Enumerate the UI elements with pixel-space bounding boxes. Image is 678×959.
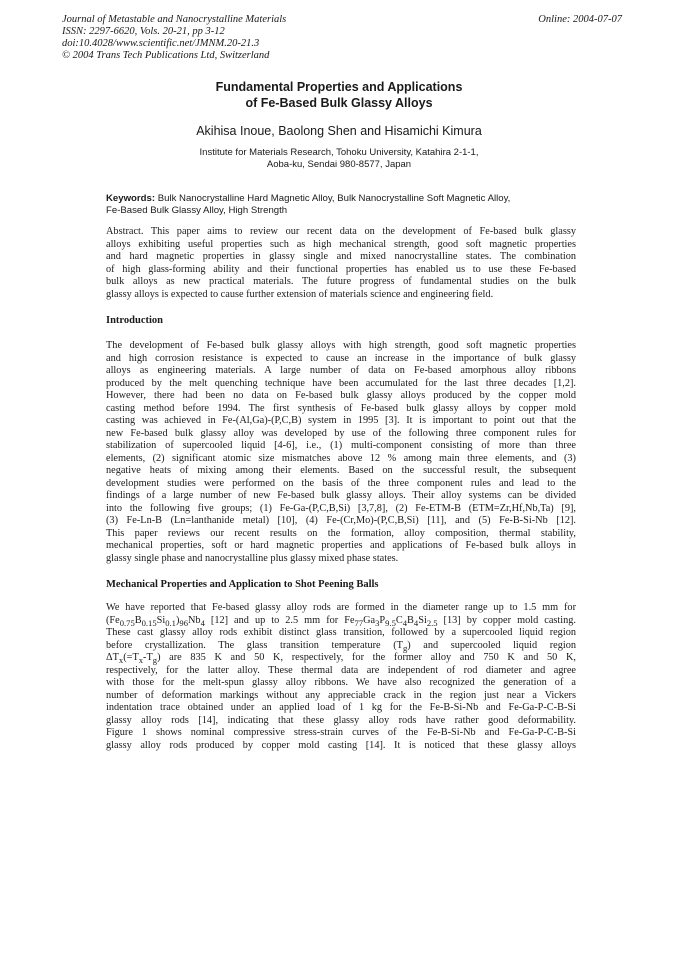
abstract-line: of high glass-forming ability and their functional properties has enabled us to use these Fe-based — [106, 263, 576, 275]
abstract-line: alloys exhibiting useful properties such as high mechanical strength, good soft magnetic properties — [106, 238, 576, 250]
text-part: (=T — [123, 652, 139, 663]
formula-part: Ga — [363, 614, 376, 626]
online-date: Online: 2004-07-07 — [538, 14, 622, 25]
intro-line: new Fe-based bulk glassy alloy was developed by use of the following three component rules for — [106, 427, 576, 439]
mech-line: with those for the melt-spun glassy alloy ribbons. We have also recognized the generation of a — [106, 677, 576, 688]
formula-sub: 4 — [200, 617, 205, 628]
intro-line: The development of Fe-based bulk glassy alloys with high strength, good soft magnetic properties — [106, 340, 576, 351]
intro-line: negative heats of mixing among their elements. Based on the successful result, the subsequent — [106, 465, 576, 476]
formula-part: ) — [175, 614, 180, 626]
abstract-line: Abstract. This paper aims to review our recent data on the development of Fe-based bulk glassy — [106, 226, 576, 237]
formula-part: Si — [156, 614, 166, 626]
mech-line: glassy alloy rods produced by copper mold casting [14]. It is noticed that these glassy alloys — [106, 739, 576, 751]
formula-part: (Fe — [106, 614, 120, 626]
formula-part: B — [134, 614, 142, 626]
intro-line: stabilization of supercooled liquid [4-6], i.e., (1) multi-component consisting of more than three — [106, 440, 576, 451]
title-line: Fundamental Properties and Applications — [215, 80, 463, 94]
section-heading-introduction: Introduction — [106, 315, 163, 326]
formula-sub: 77 — [354, 617, 364, 628]
mechanical-body — [106, 602, 576, 752]
intro-line: findings of a large number of new Fe-based bulk glassy alloys. Their alloy systems can be divided — [106, 490, 576, 501]
formula-sub: 9.5 — [385, 617, 396, 628]
formula-part: [12] and up to 2.5 mm for Fe — [204, 614, 355, 626]
journal-copyright: © 2004 Trans Tech Publications Ltd, Switzerland — [62, 50, 270, 61]
formula-part: Si — [418, 614, 427, 626]
abstract — [106, 226, 576, 301]
intro-line: casting was achieved in Fe-(Al,Ga)-(P,C,B) system in 1995 [3]. It is important to point out that the — [106, 415, 576, 426]
intro-line: alloys as engineering materials. A large number of data on Fe-based amorphous alloy ribbons — [106, 365, 576, 376]
intro-line: (3) Fe-Ln-B (Ln=lanthanide metal) [10], (4) Fe-(Cr,Mo)-(P,C,B,Si) [11], and (5) Fe-B-Si-Nb [12]. — [106, 515, 576, 526]
intro-line: produced by the melt quenching technique have been accumulated for the last three decades [1,2]. — [106, 377, 576, 389]
text-part: before crystallization. The glass transition temperature (T — [106, 639, 403, 651]
formula-part: [13] by copper mold casting. — [437, 614, 576, 626]
keywords-label: Keywords: — [106, 193, 156, 204]
formula-sub: 4 — [413, 617, 419, 628]
keywords-text: Bulk Nanocrystalline Hard Magnetic Alloy, Bulk Nanocrystalline Soft Magnetic Alloy, — [155, 193, 511, 204]
mech-line-formula — [106, 615, 576, 628]
abstract-line: glassy alloys is expected to cause further extension of materials science and engineering field. — [106, 288, 494, 300]
formula-part: B — [407, 614, 414, 626]
formula-part: C — [395, 614, 403, 626]
intro-line: development studies were performed on the basis of the three component rules and lead to the — [106, 477, 576, 489]
abstract-line: bulk alloys as new practical materials. The future progress of fundamental studies on the bulk — [106, 276, 576, 287]
affiliation-line: Aoba-ku, Sendai 980-8577, Japan — [266, 159, 412, 170]
text-part: ΔT — [106, 652, 119, 663]
title-line: of Fe-Based Bulk Glassy Alloys — [245, 96, 433, 110]
mech-line: We have reported that Fe-based glassy alloy rods are formed in the diameter range up to 1.5 mm for — [106, 602, 576, 613]
formula-sub: x — [118, 655, 124, 666]
formula-sub: g — [152, 655, 158, 666]
formula-part: P — [379, 614, 386, 626]
section-heading-mechanical: Mechanical Properties and Application to Shot Peening Balls — [106, 579, 379, 590]
abstract-line: and hard magnetic properties in glassy single and mixed nanocrystalline states. The combination — [106, 251, 576, 262]
intro-line: mechanical properties, soft or hard magnetic properties and applications of Fe-based bulk alloys in — [106, 540, 576, 551]
text-part: -T — [143, 652, 153, 663]
intro-line: into the following five groups; (1) Fe-Ga-(P,C,B,Si) [3,7,8], (2) Fe-ETM-B (ETM=Zr,Hf,Nb,Ta) [9], — [106, 502, 576, 514]
affiliation-line: Institute for Materials Research, Tohoku University, Katahira 2-1-1, — [199, 147, 479, 158]
intro-line: This paper reviews our recent results on the formation, alloy composition, thermal stability, — [106, 527, 576, 539]
intro-line: casting method before 1994. The first synthesis of Fe-based bulk glassy alloys by copper mold — [106, 402, 576, 414]
text-part: ) are 835 K and 50 K, respectively, for the former alloy and 750 K and 50 K, — [157, 652, 576, 663]
mech-line: glassy alloy rods [14], indicating that these glassy alloy rods have rather good deformability. — [106, 714, 576, 726]
formula-sub: 0.1 — [165, 617, 176, 628]
text-part: ) and supercooled liquid region — [407, 639, 576, 651]
formula-sub: 96 — [179, 617, 188, 628]
intro-line: elements, (2) significant atomic size mismatches above 12 % among main three elements, and (3) — [106, 452, 576, 464]
formula-sub: 4 — [402, 617, 408, 628]
journal-citation — [62, 14, 286, 62]
mech-line: number of deformation markings without any appreciable crack in the region just near a Vickers — [106, 689, 576, 701]
intro-line: and high corrosion resistance is expected to cause an increase in the importance of bulk glassy — [106, 352, 576, 364]
intro-line: glassy single phase and nanocrystalline plus glassy mixed phase states. — [106, 552, 399, 564]
mech-line — [106, 640, 576, 653]
formula-sub: 0.75 — [119, 617, 135, 628]
affiliation — [0, 147, 678, 171]
journal-doi[interactable]: doi:10.4028/www.scientific.net/JMNM.20-21.3 — [62, 38, 260, 49]
paper-title — [0, 79, 678, 111]
formula-part: Nb — [187, 614, 201, 626]
mech-line: indentation trace obtained under an applied load of 1 kg for the Fe-B-Si-Nb and Fe-Ga-P-C-B-Si — [106, 702, 576, 713]
mech-line — [106, 652, 576, 665]
authors: Akihisa Inoue, Baolong Shen and Hisamichi Kimura — [196, 124, 482, 138]
formula-sub: 2.5 — [426, 617, 438, 628]
mech-line: Figure 1 shows nominal compressive stress-strain curves of the Fe-B-Si-Nb and Fe-Ga-P-C-B-Si — [106, 727, 576, 738]
formula-sub: g — [402, 642, 408, 653]
intro-line: However, there had been no data on Fe-based bulk glassy alloys produced by the copper mold — [106, 390, 576, 401]
formula-sub: 3 — [375, 617, 380, 628]
mech-line: respectively, for the latter alloy. These thermal data are independent of rod diameter and agree — [106, 664, 576, 676]
journal-name: Journal of Metastable and Nanocrystalline Materials — [62, 14, 287, 25]
keywords-text: Fe-Based Bulk Glassy Alloy, High Strength — [106, 205, 288, 216]
mech-line: These cast glassy alloy rods exhibit distinct glass transition, followed by a supercooled liquid region — [106, 627, 576, 638]
introduction-body — [106, 340, 576, 565]
formula-sub: 0.15 — [141, 617, 157, 628]
journal-issn: ISSN: 2297-6620, Vols. 20-21, pp 3-12 — [62, 26, 225, 37]
keywords — [106, 193, 576, 217]
formula-sub: x — [138, 655, 144, 666]
